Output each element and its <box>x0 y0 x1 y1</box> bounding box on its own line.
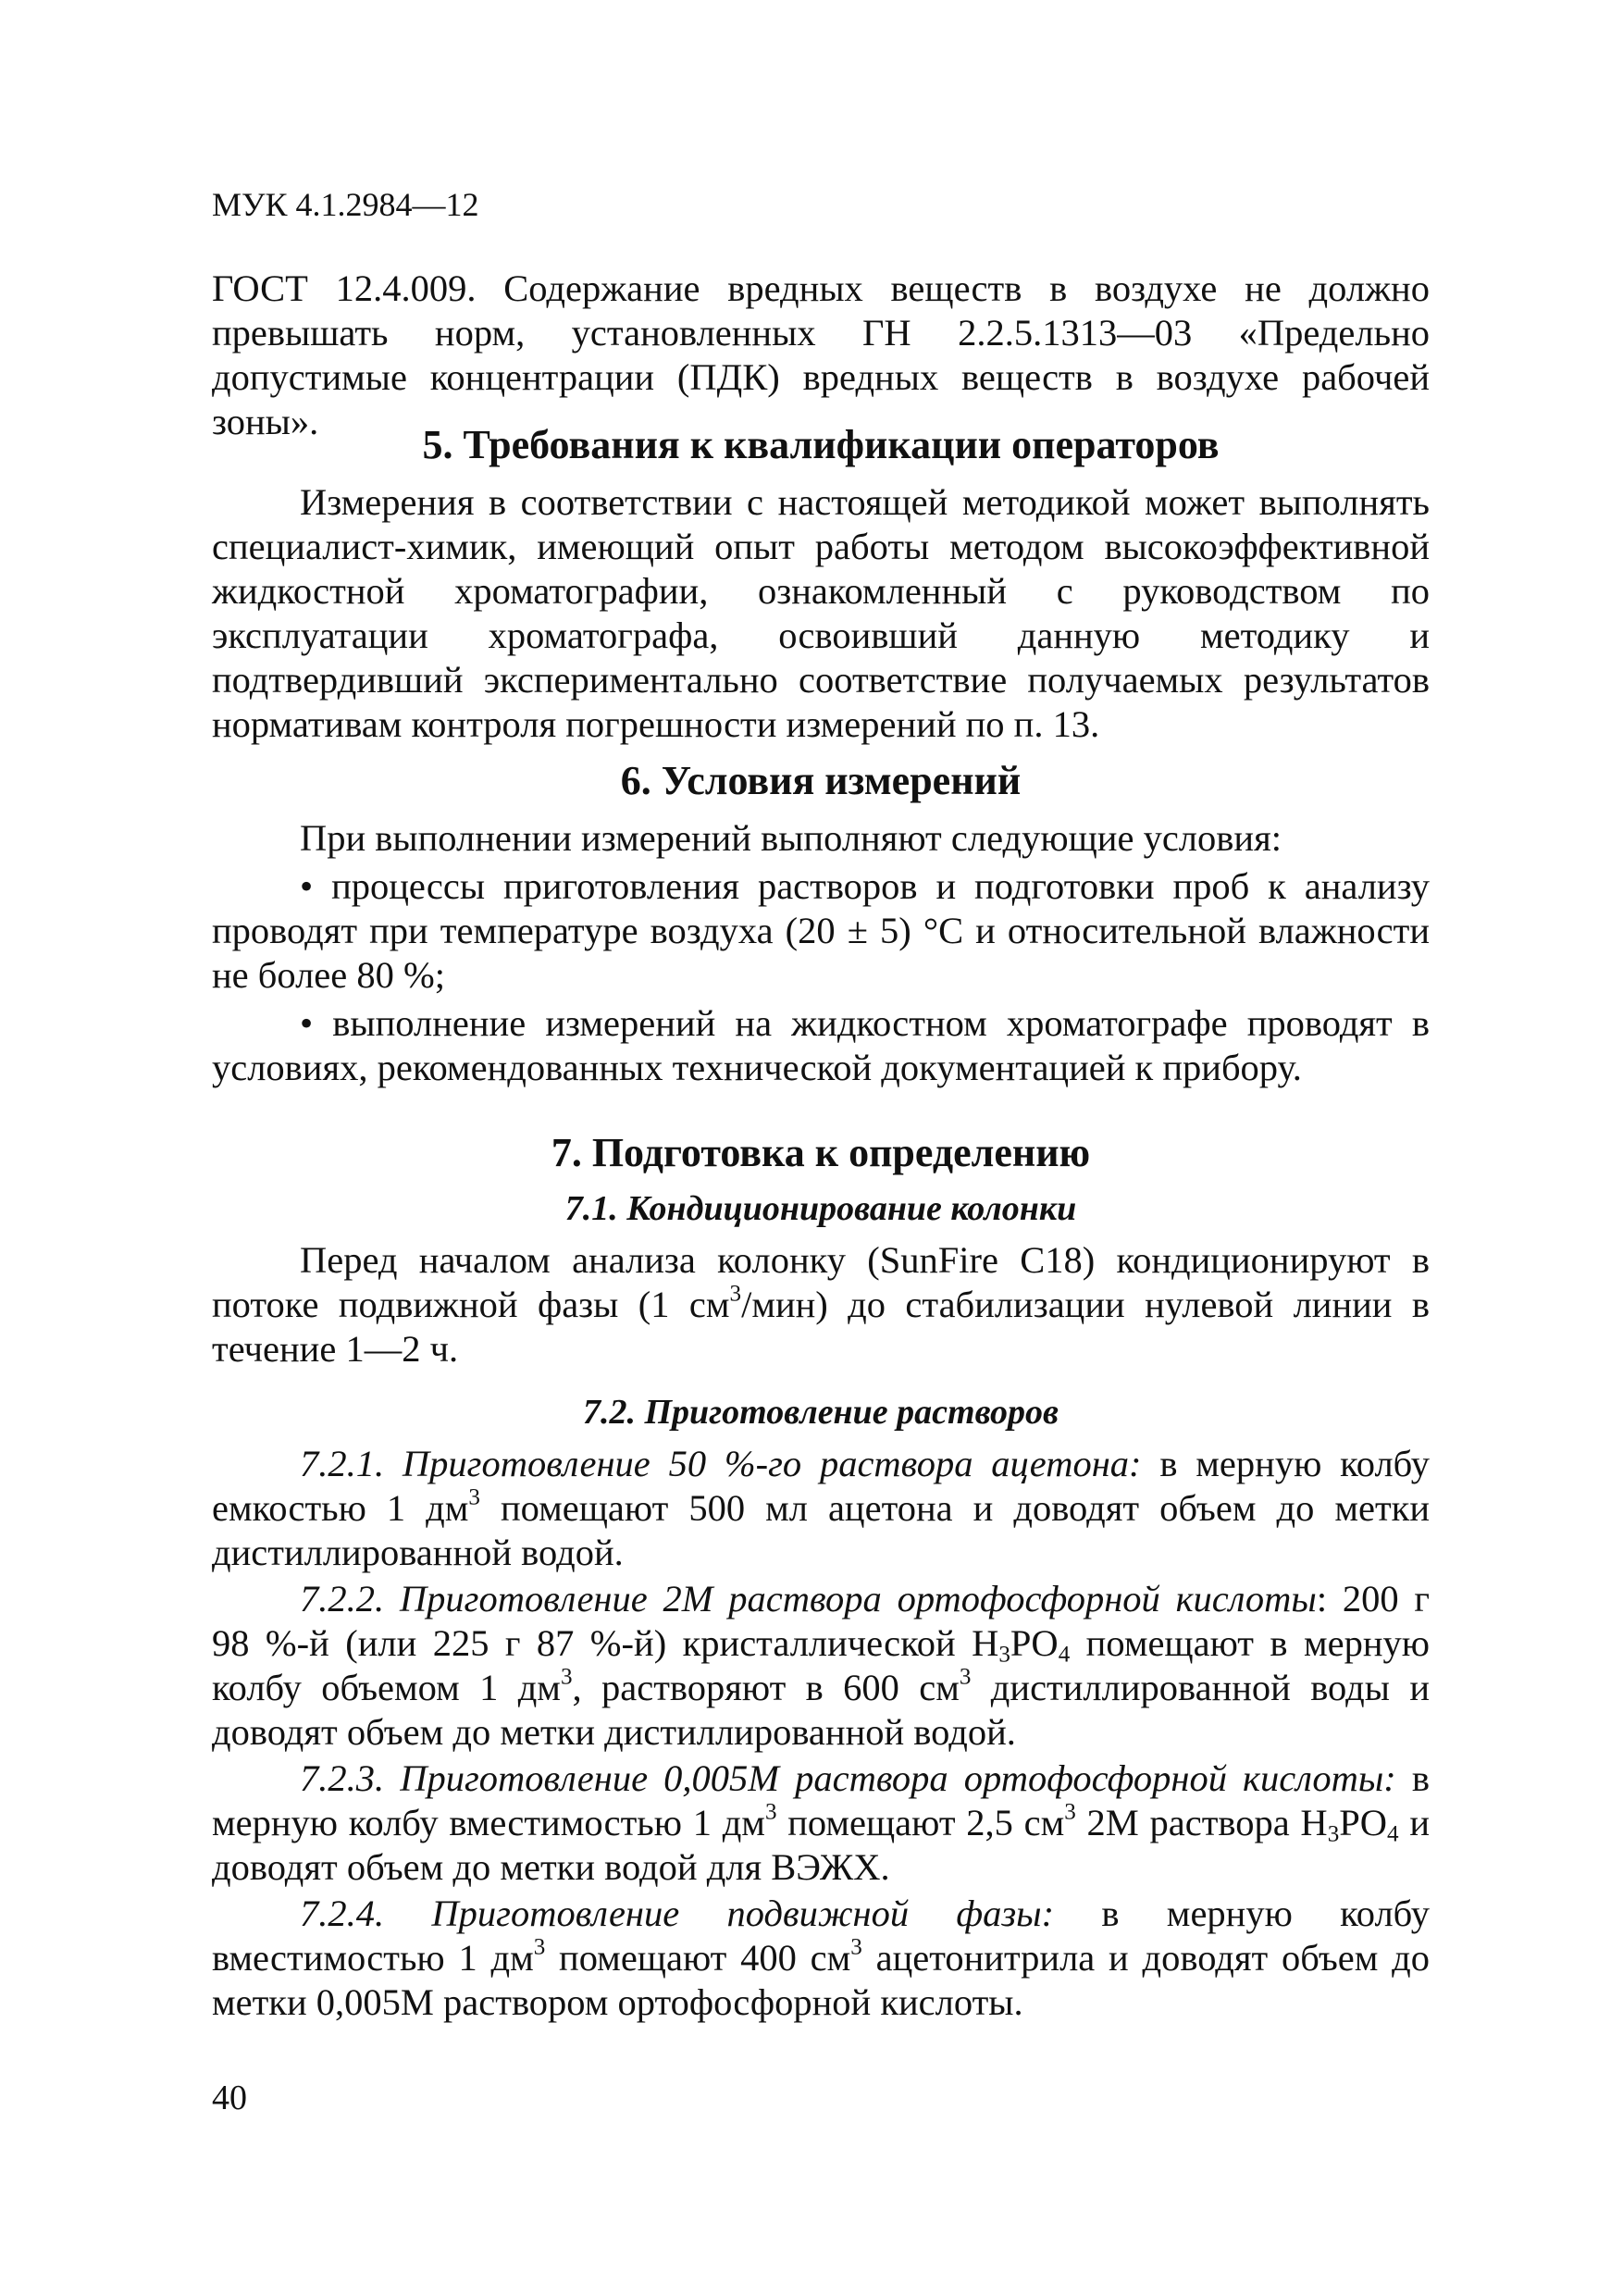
paragraph-7-2-2-text-b: PO <box>1010 1622 1059 1664</box>
paragraph-7-2-3-text-a: в мерную колбу вместимостью 1 дм <box>212 1757 1431 1843</box>
paragraph-7-2-2-sub-2: 4 <box>1058 1642 1071 1668</box>
section-6-lead: При выполнении измерений выполняют следующие условия: <box>300 817 1282 859</box>
paragraph-7-2-2-text-a: : 200 г 98 %-й (или 225 г 87 %-й) кристаллической H <box>212 1578 1430 1664</box>
paragraph-7-2-3-text-b: помещают 2,5 см <box>776 1802 1065 1843</box>
paragraph-7-2-2-text-e: дистиллированной воды и доводят объем до метки дистиллированной водой. <box>212 1667 1430 1753</box>
paragraph-7-2-1-text-b: помещают 500 мл ацетона и доводят объем до метки дистиллированной водой. <box>212 1487 1431 1573</box>
paragraph-7-2-2-sup-1: 3 <box>560 1664 573 1690</box>
paragraph-7-2-2-heading: 7.2.2. Приготовление 2М раствора ортофосфорной кислоты <box>300 1578 1317 1620</box>
paragraph-7-2-3-text-c: 2М раствора H <box>1075 1802 1328 1843</box>
section-6-title: 6. Условия измерений <box>620 758 1022 803</box>
paragraph-7-2-3-heading: 7.2.3. Приготовление 0,005М раствора ортофосфорной кислоты: <box>300 1757 1396 1799</box>
section-7 <box>212 1129 1430 2025</box>
subsection-7-2-title: 7.2. Приготовление растворов <box>582 1393 1059 1432</box>
document-code-header: МУК 4.1.2984—12 <box>212 186 479 223</box>
paragraph-7-2-4-heading: 7.2.4. Приготовление подвижной фазы: <box>300 1893 1055 1934</box>
paragraph-7-2-3-text-d: PO <box>1339 1802 1388 1843</box>
paragraph-7-1-sup: 3 <box>729 1281 742 1307</box>
intro-paragraph: ГОСТ 12.4.009. Содержание вредных веществ в воздухе не должно превышать норм, установленных ГН 2.2.5.1313—03 «Предельно допустимые концентрации (ПДК) вредных веществ в воздухе рабочей зоны». <box>212 267 1430 442</box>
section-5-paragraph: Измерения в соответствии с настоящей методикой может выполнять специалист-химик, имеющий опыт работы методом высокоэффективной жидкостной хроматографии, ознакомленный с руководством по эксплуатации хроматографа, освоивший данную методику и подтвердивший экспериментально соответствие получаемых результатов нормативам контроля погрешности измерений по п. 13. <box>212 481 1430 745</box>
section-6 <box>212 757 1430 1090</box>
paragraph-7-2-2-sup-2: 3 <box>959 1664 972 1690</box>
paragraph-7-2-4-text-b: помещают 400 см <box>545 1937 851 1979</box>
paragraph-7-2-2-sub-1: 3 <box>998 1642 1010 1668</box>
intro-paragraph-block <box>212 267 1430 444</box>
paragraph-7-2-2 <box>212 1577 1430 1755</box>
paragraph-7-2-3-sup-1: 3 <box>764 1799 777 1825</box>
paragraph-7-2-2-text-d: , растворяют в 600 см <box>572 1667 960 1708</box>
paragraph-7-1-text-a: Перед началом анализа колонку (SunFire C18) кондиционируют в потоке подвижной фазы (1 см <box>212 1239 1430 1325</box>
paragraph-7-2-1-heading: 7.2.1. Приготовление 50 %-го раствора ацетона: <box>300 1443 1142 1484</box>
section-6-bullet-1: • процессы приготовления растворов и подготовки проб к анализу проводят при температуре воздуха (20 ± 5) °С и относительной влажности не более 80 %; <box>212 865 1430 996</box>
section-5 <box>212 421 1430 747</box>
section-7-title: 7. Подготовка к определению <box>551 1130 1091 1175</box>
paragraph-7-2-3-sub-1: 3 <box>1327 1821 1340 1847</box>
page-number: 40 <box>212 2079 247 2117</box>
paragraph-7-2-4-sup-2: 3 <box>850 1934 862 1960</box>
section-6-bullet-2: • выполнение измерений на жидкостном хроматографе проводят в условиях, рекомендованных технической документацией к прибору. <box>212 1002 1430 1088</box>
section-5-title: 5. Требования к квалификации операторов <box>422 422 1220 467</box>
paragraph-7-1-text-b: /мин) до стабилизации нулевой линии в течение 1—2 ч. <box>212 1284 1430 1370</box>
paragraph-7-2-4-sup-1: 3 <box>533 1934 546 1960</box>
paragraph-7-2-4 <box>212 1892 1430 2025</box>
paragraph-7-2-3-text-e: и доводят объем до метки водой для ВЭЖХ. <box>212 1802 1430 1888</box>
subsection-7-1-title: 7.1. Кондиционирование колонки <box>564 1189 1077 1228</box>
paragraph-7-2-3-sub-2: 4 <box>1387 1821 1399 1847</box>
paragraph-7-2-3-sup-2: 3 <box>1064 1799 1076 1825</box>
paragraph-7-2-4-text-c: ацетонитрила и доводят объем до метки 0,005М раствором ортофосфорной кислоты. <box>212 1937 1430 2023</box>
paragraph-7-1 <box>212 1238 1430 1371</box>
paragraph-7-2-4-text-a: в мерную колбу вместимостью 1 дм <box>212 1893 1430 1979</box>
paragraph-7-2-1-sup: 3 <box>468 1484 480 1510</box>
paragraph-7-2-1-text-a: в мерную колбу емкостью 1 дм <box>212 1443 1430 1529</box>
paragraph-7-2-2-text-c: помещают в мерную колбу объемом 1 дм <box>212 1622 1430 1708</box>
paragraph-7-2-3 <box>212 1756 1430 1890</box>
paragraph-7-2-1 <box>212 1442 1430 1575</box>
